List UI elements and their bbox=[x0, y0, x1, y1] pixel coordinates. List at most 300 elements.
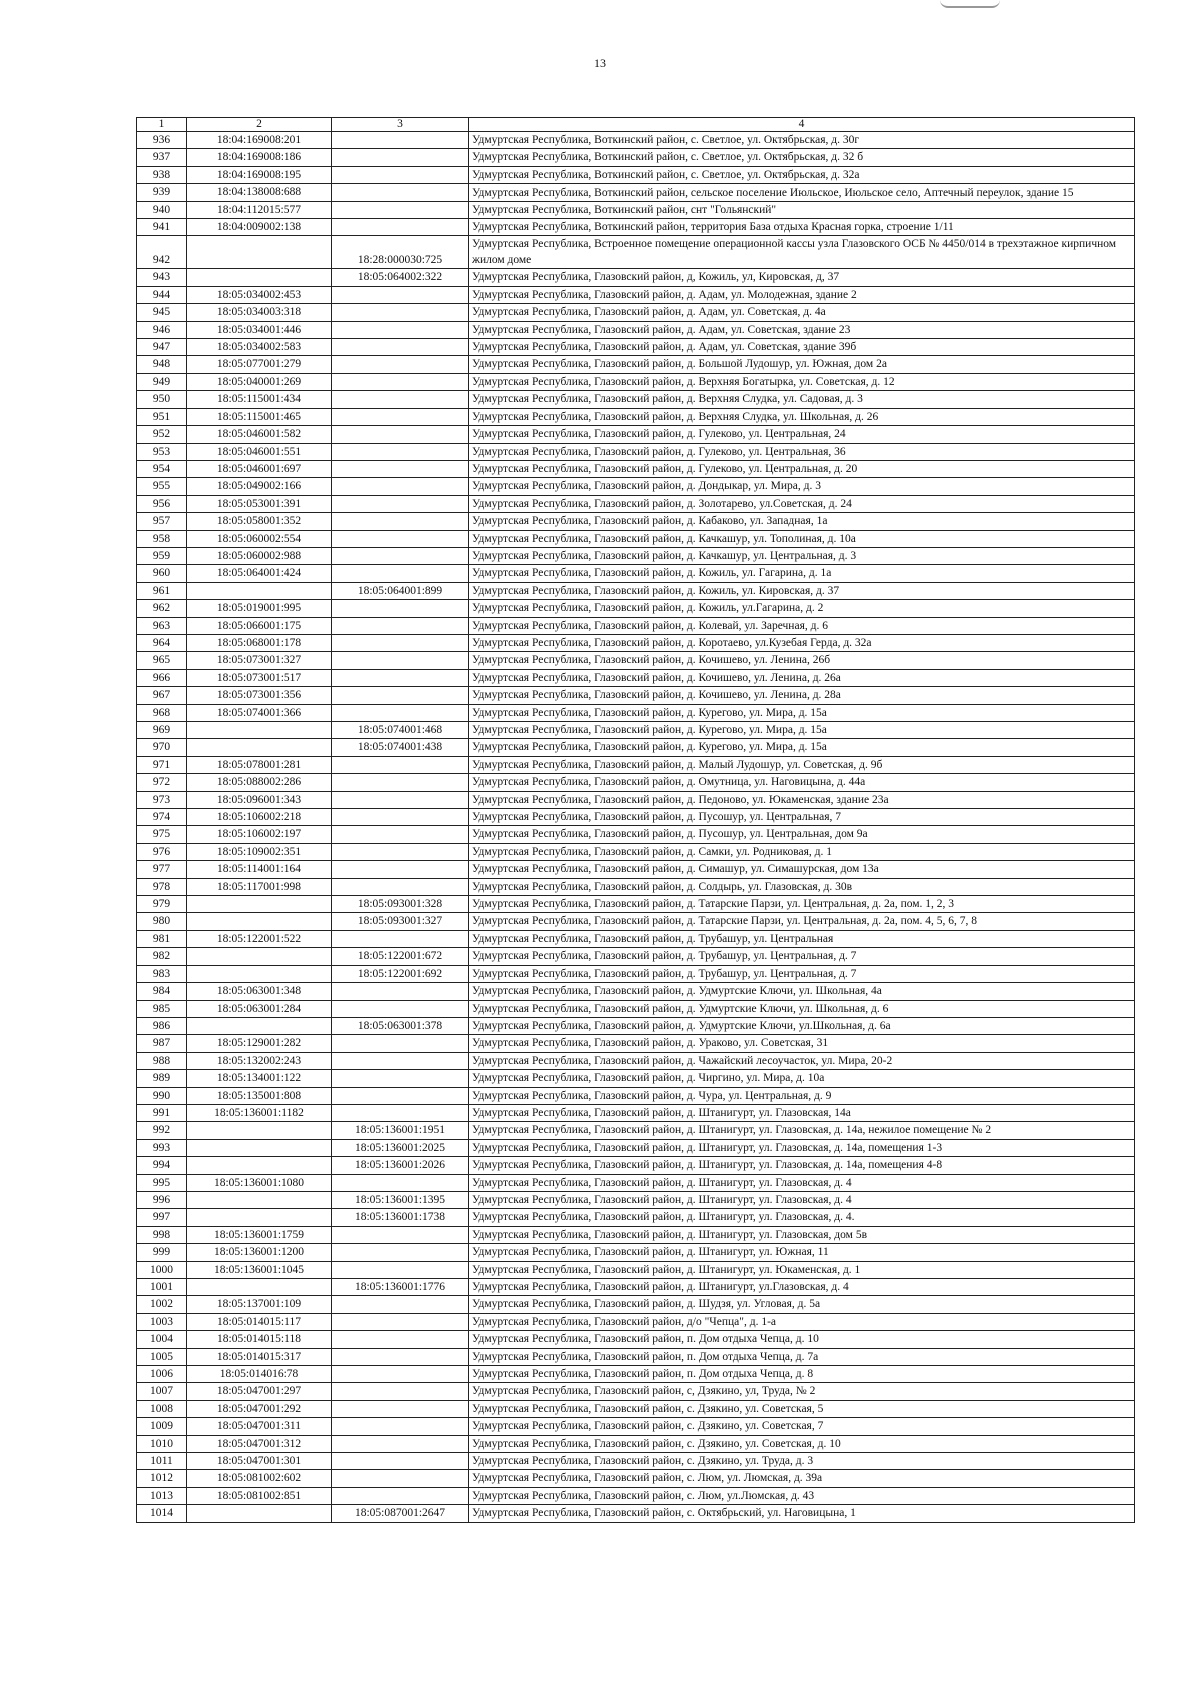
table-row bbox=[137, 513, 1135, 530]
parent-cadastral-number-cell bbox=[332, 1331, 469, 1348]
parent-cadastral-number-cell bbox=[332, 1366, 469, 1383]
cadastral-number-cell bbox=[187, 1505, 332, 1522]
row-number-cell: 986 bbox=[137, 1017, 187, 1034]
address-cell: Удмуртская Республика, Глазовский район, д. Пусошур, ул. Центральная, 7 bbox=[469, 809, 1135, 826]
parent-cadastral-number-cell: 18:05:136001:1951 bbox=[332, 1122, 469, 1139]
table-row bbox=[137, 304, 1135, 321]
table-row bbox=[137, 1017, 1135, 1034]
cadastral-number-cell: 18:05:096001:343 bbox=[187, 791, 332, 808]
address-cell: Удмуртская Республика, Глазовский район, д. Шудзя, ул. Угловая, д. 5а bbox=[469, 1296, 1135, 1313]
table-row bbox=[137, 373, 1135, 390]
row-number-cell: 987 bbox=[137, 1035, 187, 1052]
row-number-cell: 938 bbox=[137, 166, 187, 183]
parent-cadastral-number-cell: 18:05:064001:899 bbox=[332, 582, 469, 599]
row-number-cell: 996 bbox=[137, 1191, 187, 1208]
row-number-cell: 952 bbox=[137, 426, 187, 443]
address-cell: Удмуртская Республика, Глазовский район, д. Кабаково, ул. Западная, 1а bbox=[469, 513, 1135, 530]
parent-cadastral-number-cell bbox=[332, 408, 469, 425]
row-number-cell: 1004 bbox=[137, 1331, 187, 1348]
address-cell: Удмуртская Республика, Глазовский район, д. Удмуртские Ключи, ул.Школьная, д. 6а bbox=[469, 1017, 1135, 1034]
table-row bbox=[137, 1209, 1135, 1226]
parent-cadastral-number-cell bbox=[332, 513, 469, 530]
table-row bbox=[137, 687, 1135, 704]
parent-cadastral-number-cell bbox=[332, 1261, 469, 1278]
address-cell: Удмуртская Республика, Глазовский район, с. Дзякино, ул. Советская, 7 bbox=[469, 1418, 1135, 1435]
row-number-cell: 958 bbox=[137, 530, 187, 547]
cadastral-number-cell bbox=[187, 236, 332, 269]
table-row bbox=[137, 1453, 1135, 1470]
parent-cadastral-number-cell bbox=[332, 356, 469, 373]
table-row bbox=[137, 478, 1135, 495]
row-number-cell: 966 bbox=[137, 669, 187, 686]
parent-cadastral-number-cell bbox=[332, 1035, 469, 1052]
row-number-cell: 1014 bbox=[137, 1505, 187, 1522]
table-row bbox=[137, 774, 1135, 791]
row-number-cell: 1009 bbox=[137, 1418, 187, 1435]
table-row bbox=[137, 669, 1135, 686]
cadastral-number-cell bbox=[187, 722, 332, 739]
row-number-cell: 1013 bbox=[137, 1487, 187, 1504]
table-row bbox=[137, 495, 1135, 512]
cadastral-number-cell bbox=[187, 739, 332, 756]
header-cell: 4 bbox=[469, 118, 1135, 132]
cadastral-number-cell bbox=[187, 1191, 332, 1208]
cadastral-number-cell: 18:05:046001:551 bbox=[187, 443, 332, 460]
cadastral-number-cell: 18:05:073001:517 bbox=[187, 669, 332, 686]
address-cell: Удмуртская Республика, Глазовский район, д. Кожиль, ул. Гагарина, д. 1а bbox=[469, 565, 1135, 582]
parent-cadastral-number-cell bbox=[332, 600, 469, 617]
parent-cadastral-number-cell bbox=[332, 843, 469, 860]
table-row bbox=[137, 1435, 1135, 1452]
table-row bbox=[137, 634, 1135, 651]
address-cell: Удмуртская Республика, Глазовский район, д/о "Чепца", д. 1-а bbox=[469, 1313, 1135, 1330]
parent-cadastral-number-cell bbox=[332, 704, 469, 721]
table-row bbox=[137, 1035, 1135, 1052]
row-number-cell: 990 bbox=[137, 1087, 187, 1104]
address-cell: Удмуртская Республика, Глазовский район, с. Октябрьский, ул. Наговицына, 1 bbox=[469, 1505, 1135, 1522]
table-row bbox=[137, 739, 1135, 756]
address-cell: Удмуртская Республика, Глазовский район, д. Кочишево, ул. Ленина, д. 28а bbox=[469, 687, 1135, 704]
cadastral-number-cell: 18:05:064001:424 bbox=[187, 565, 332, 582]
table-row bbox=[137, 1157, 1135, 1174]
address-cell: Удмуртская Республика, Глазовский район, д. Адам, ул. Советская, здание 39б bbox=[469, 339, 1135, 356]
row-number-cell: 976 bbox=[137, 843, 187, 860]
table-row bbox=[137, 1122, 1135, 1139]
cadastral-number-cell: 18:05:135001:808 bbox=[187, 1087, 332, 1104]
parent-cadastral-number-cell: 18:05:136001:1738 bbox=[332, 1209, 469, 1226]
table-row bbox=[137, 1470, 1135, 1487]
table-row bbox=[137, 1226, 1135, 1243]
row-number-cell: 977 bbox=[137, 861, 187, 878]
row-number-cell: 971 bbox=[137, 756, 187, 773]
table-row bbox=[137, 286, 1135, 303]
cadastral-number-cell bbox=[187, 913, 332, 930]
address-cell: Удмуртская Республика, Глазовский район, п. Дом отдыха Чепца, д. 7а bbox=[469, 1348, 1135, 1365]
parent-cadastral-number-cell bbox=[332, 1418, 469, 1435]
cadastral-number-cell: 18:05:034003:318 bbox=[187, 304, 332, 321]
parent-cadastral-number-cell: 18:05:064002:322 bbox=[332, 269, 469, 286]
table-row bbox=[137, 1400, 1135, 1417]
table-row bbox=[137, 1104, 1135, 1121]
row-number-cell: 960 bbox=[137, 565, 187, 582]
table-row bbox=[137, 965, 1135, 982]
parent-cadastral-number-cell bbox=[332, 1348, 469, 1365]
parent-cadastral-number-cell bbox=[332, 219, 469, 236]
address-cell: Удмуртская Республика, Глазовский район, с. Люм, ул.Люмская, д. 43 bbox=[469, 1487, 1135, 1504]
cadastral-number-cell: 18:05:068001:178 bbox=[187, 634, 332, 651]
parent-cadastral-number-cell bbox=[332, 321, 469, 338]
address-cell: Удмуртская Республика, Глазовский район, д. Кочишево, ул. Ленина, 26б bbox=[469, 652, 1135, 669]
cadastral-number-cell: 18:04:112015:577 bbox=[187, 201, 332, 218]
parent-cadastral-number-cell bbox=[332, 1313, 469, 1330]
table-row bbox=[137, 843, 1135, 860]
row-number-cell: 970 bbox=[137, 739, 187, 756]
address-cell: Удмуртская Республика, Глазовский район, д. Гулеково, ул. Центральная, 24 bbox=[469, 426, 1135, 443]
address-cell: Удмуртская Республика, Глазовский район, д. Солдырь, ул. Глазовская, д. 30в bbox=[469, 878, 1135, 895]
parent-cadastral-number-cell: 18:05:093001:327 bbox=[332, 913, 469, 930]
table-row bbox=[137, 861, 1135, 878]
parent-cadastral-number-cell bbox=[332, 861, 469, 878]
address-cell: Удмуртская Республика, Глазовский район, п. Дом отдыха Чепца, д. 8 bbox=[469, 1366, 1135, 1383]
cadastral-number-cell bbox=[187, 965, 332, 982]
row-number-cell: 944 bbox=[137, 286, 187, 303]
table-row bbox=[137, 809, 1135, 826]
address-cell: Удмуртская Республика, Глазовский район, д. Штанигурт, ул. Глазовская, д. 14а, помещения 4-8 bbox=[469, 1157, 1135, 1174]
table-row bbox=[137, 1296, 1135, 1313]
row-number-cell: 983 bbox=[137, 965, 187, 982]
parent-cadastral-number-cell: 18:05:136001:1395 bbox=[332, 1191, 469, 1208]
cadastral-number-cell: 18:05:047001:311 bbox=[187, 1418, 332, 1435]
parent-cadastral-number-cell bbox=[332, 304, 469, 321]
table-row bbox=[137, 132, 1135, 149]
parent-cadastral-number-cell bbox=[332, 132, 469, 149]
table-row bbox=[137, 930, 1135, 947]
address-cell: Удмуртская Республика, Глазовский район, д. Трубашур, ул. Центральная, д. 7 bbox=[469, 965, 1135, 982]
cadastral-number-cell: 18:05:106002:218 bbox=[187, 809, 332, 826]
parent-cadastral-number-cell: 18:05:087001:2647 bbox=[332, 1505, 469, 1522]
address-cell: Удмуртская Республика, Глазовский район, д. Курегово, ул. Мира, д. 15а bbox=[469, 704, 1135, 721]
cadastral-number-cell: 18:05:053001:391 bbox=[187, 495, 332, 512]
parent-cadastral-number-cell bbox=[332, 530, 469, 547]
address-cell: Удмуртская Республика, Глазовский район, д. Штанигурт, ул.Глазовская, д. 4 bbox=[469, 1279, 1135, 1296]
cadastral-number-cell: 18:04:169008:186 bbox=[187, 149, 332, 166]
cadastral-number-cell: 18:05:063001:348 bbox=[187, 983, 332, 1000]
cadastral-number-cell: 18:05:134001:122 bbox=[187, 1070, 332, 1087]
address-cell: Удмуртская Республика, Глазовский район, д. Адам, ул. Советская, д. 4а bbox=[469, 304, 1135, 321]
parent-cadastral-number-cell bbox=[332, 1087, 469, 1104]
row-number-cell: 953 bbox=[137, 443, 187, 460]
row-number-cell: 962 bbox=[137, 600, 187, 617]
table-row bbox=[137, 443, 1135, 460]
table-row bbox=[137, 339, 1135, 356]
address-cell: Удмуртская Республика, Глазовский район, д. Кочишево, ул. Ленина, д. 26а bbox=[469, 669, 1135, 686]
table-row bbox=[137, 983, 1135, 1000]
address-cell: Удмуртская Республика, Глазовский район, д. Штанигурт, ул. Глазовская, 14а bbox=[469, 1104, 1135, 1121]
row-number-cell: 973 bbox=[137, 791, 187, 808]
address-cell: Удмуртская Республика, Глазовский район, д. Кожиль, ул.Гагарина, д. 2 bbox=[469, 600, 1135, 617]
address-cell: Удмуртская Республика, Глазовский район, д. Омутница, ул. Наговицына, д. 44а bbox=[469, 774, 1135, 791]
row-number-cell: 1011 bbox=[137, 1453, 187, 1470]
table-row bbox=[137, 756, 1135, 773]
address-cell: Удмуртская Республика, Воткинский район, с. Светлое, ул. Октябрьская, д. 32а bbox=[469, 166, 1135, 183]
cadastral-number-cell: 18:05:040001:269 bbox=[187, 373, 332, 390]
row-number-cell: 1006 bbox=[137, 1366, 187, 1383]
parent-cadastral-number-cell bbox=[332, 1070, 469, 1087]
address-cell: Удмуртская Республика, Глазовский район, д. Татарские Парзи, ул. Центральная, д. 2а, пом. 1, 2, 3 bbox=[469, 896, 1135, 913]
address-cell: Удмуртская Республика, Глазовский район, д. Штанигурт, ул. Глазовская, д. 14а, нежилое помещение № 2 bbox=[469, 1122, 1135, 1139]
parent-cadastral-number-cell bbox=[332, 184, 469, 201]
row-number-cell: 1001 bbox=[137, 1279, 187, 1296]
table-row bbox=[137, 166, 1135, 183]
table-row bbox=[137, 1366, 1135, 1383]
table-row bbox=[137, 791, 1135, 808]
address-cell: Удмуртская Республика, Глазовский район, д. Пусошур, ул. Центральная, дом 9а bbox=[469, 826, 1135, 843]
parent-cadastral-number-cell bbox=[332, 565, 469, 582]
parent-cadastral-number-cell bbox=[332, 339, 469, 356]
cadastral-number-cell: 18:05:136001:1080 bbox=[187, 1174, 332, 1191]
parent-cadastral-number-cell bbox=[332, 286, 469, 303]
row-number-cell: 980 bbox=[137, 913, 187, 930]
address-cell: Удмуртская Республика, Глазовский район, д. Большой Лудошур, ул. Южная, дом 2а bbox=[469, 356, 1135, 373]
table-row bbox=[137, 1348, 1135, 1365]
parent-cadastral-number-cell bbox=[332, 547, 469, 564]
table-row bbox=[137, 408, 1135, 425]
table-row bbox=[137, 652, 1135, 669]
row-number-cell: 992 bbox=[137, 1122, 187, 1139]
parent-cadastral-number-cell bbox=[332, 983, 469, 1000]
header-cell: 3 bbox=[332, 118, 469, 132]
row-number-cell: 974 bbox=[137, 809, 187, 826]
cadastral-number-cell: 18:05:034001:446 bbox=[187, 321, 332, 338]
address-cell: Удмуртская Республика, Глазовский район, д. Адам, ул. Молодежная, здание 2 bbox=[469, 286, 1135, 303]
table-row bbox=[137, 201, 1135, 218]
cadastral-number-cell: 18:05:136001:1182 bbox=[187, 1104, 332, 1121]
address-cell: Удмуртская Республика, Глазовский район, д. Дондыкар, ул. Мира, д. 3 bbox=[469, 478, 1135, 495]
address-cell: Удмуртская Республика, Глазовский район, д. Штанигурт, ул. Глазовская, д. 4. bbox=[469, 1209, 1135, 1226]
table-body bbox=[137, 132, 1135, 1523]
cadastral-number-cell: 18:05:063001:284 bbox=[187, 1000, 332, 1017]
table-row bbox=[137, 460, 1135, 477]
address-cell: Удмуртская Республика, Глазовский район, д. Штанигурт, ул. Южная, 11 bbox=[469, 1244, 1135, 1261]
parent-cadastral-number-cell bbox=[332, 495, 469, 512]
table-row bbox=[137, 1279, 1135, 1296]
row-number-cell: 936 bbox=[137, 132, 187, 149]
table-row bbox=[137, 426, 1135, 443]
cadastral-number-cell bbox=[187, 896, 332, 913]
row-number-cell: 988 bbox=[137, 1052, 187, 1069]
row-number-cell: 961 bbox=[137, 582, 187, 599]
table-row bbox=[137, 1418, 1135, 1435]
page-number: 13 bbox=[594, 56, 606, 70]
address-cell: Удмуртская Республика, Воткинский район, сельское поселение Июльское, Июльское село, Аптечный переулок, здание 15 bbox=[469, 184, 1135, 201]
table-row bbox=[137, 356, 1135, 373]
parent-cadastral-number-cell bbox=[332, 478, 469, 495]
address-cell: Удмуртская Республика, Глазовский район, д. Верхняя Слудка, ул. Школьная, д. 26 bbox=[469, 408, 1135, 425]
address-cell: Удмуртская Республика, Глазовский район, п. Дом отдыха Чепца, д. 10 bbox=[469, 1331, 1135, 1348]
cadastral-number-cell: 18:04:169008:195 bbox=[187, 166, 332, 183]
table-row bbox=[137, 704, 1135, 721]
row-number-cell: 1003 bbox=[137, 1313, 187, 1330]
header-cell: 2 bbox=[187, 118, 332, 132]
table-row bbox=[137, 184, 1135, 201]
address-cell: Удмуртская Республика, Глазовский район, д. Курегово, ул. Мира, д. 15а bbox=[469, 739, 1135, 756]
cadastral-number-cell: 18:05:034002:583 bbox=[187, 339, 332, 356]
table-row bbox=[137, 600, 1135, 617]
row-number-cell: 967 bbox=[137, 687, 187, 704]
parent-cadastral-number-cell: 18:05:122001:692 bbox=[332, 965, 469, 982]
address-cell: Удмуртская Республика, Глазовский район, д. Самки, ул. Родниковая, д. 1 bbox=[469, 843, 1135, 860]
parent-cadastral-number-cell bbox=[332, 1453, 469, 1470]
parent-cadastral-number-cell bbox=[332, 809, 469, 826]
table-row bbox=[137, 617, 1135, 634]
cadastral-number-cell: 18:05:058001:352 bbox=[187, 513, 332, 530]
row-number-cell: 940 bbox=[137, 201, 187, 218]
cadastral-number-cell: 18:05:129001:282 bbox=[187, 1035, 332, 1052]
parent-cadastral-number-cell: 18:05:136001:2025 bbox=[332, 1139, 469, 1156]
row-number-cell: 999 bbox=[137, 1244, 187, 1261]
cadastral-number-cell: 18:05:074001:366 bbox=[187, 704, 332, 721]
row-number-cell: 1005 bbox=[137, 1348, 187, 1365]
parent-cadastral-number-cell bbox=[332, 652, 469, 669]
row-number-cell: 955 bbox=[137, 478, 187, 495]
parent-cadastral-number-cell bbox=[332, 826, 469, 843]
address-cell: Удмуртская Республика, Глазовский район, д. Чиргино, ул. Мира, д. 10а bbox=[469, 1070, 1135, 1087]
parent-cadastral-number-cell bbox=[332, 1104, 469, 1121]
cadastral-number-cell: 18:05:081002:851 bbox=[187, 1487, 332, 1504]
address-cell: Удмуртская Республика, Воткинский район, с. Светлое, ул. Октябрьская, д. 30г bbox=[469, 132, 1135, 149]
parent-cadastral-number-cell bbox=[332, 460, 469, 477]
address-cell: Удмуртская Республика, Глазовский район, д. Коротаево, ул.Кузебая Герда, д. 32а bbox=[469, 634, 1135, 651]
address-cell: Удмуртская Республика, Глазовский район, с. Дзякино, ул. Советская, 5 bbox=[469, 1400, 1135, 1417]
table-row bbox=[137, 1174, 1135, 1191]
row-number-cell: 964 bbox=[137, 634, 187, 651]
cadastral-number-cell: 18:05:047001:292 bbox=[187, 1400, 332, 1417]
table-row bbox=[137, 1505, 1135, 1522]
parent-cadastral-number-cell bbox=[332, 617, 469, 634]
address-cell: Удмуртская Республика, Глазовский район, д, Кожиль, ул, Кировская, д, 37 bbox=[469, 269, 1135, 286]
table-row bbox=[137, 236, 1135, 269]
cadastral-number-cell: 18:05:046001:697 bbox=[187, 460, 332, 477]
address-cell: Удмуртская Республика, Глазовский район, д. Курегово, ул. Мира, д. 15а bbox=[469, 722, 1135, 739]
parent-cadastral-number-cell bbox=[332, 1400, 469, 1417]
row-number-cell: 972 bbox=[137, 774, 187, 791]
address-cell: Удмуртская Республика, Глазовский район, д. Золотарево, ул.Советская, д. 24 bbox=[469, 495, 1135, 512]
cadastral-number-cell: 18:05:077001:279 bbox=[187, 356, 332, 373]
cadastral-number-cell: 18:05:115001:465 bbox=[187, 408, 332, 425]
row-number-cell: 965 bbox=[137, 652, 187, 669]
cadastral-number-cell: 18:05:066001:175 bbox=[187, 617, 332, 634]
cadastral-number-cell: 18:05:073001:327 bbox=[187, 652, 332, 669]
registry-table bbox=[136, 117, 1135, 1523]
address-cell: Удмуртская Республика, Глазовский район, д. Качкашур, ул. Центральная, д. 3 bbox=[469, 547, 1135, 564]
parent-cadastral-number-cell bbox=[332, 1174, 469, 1191]
row-number-cell: 946 bbox=[137, 321, 187, 338]
address-cell: Удмуртская Республика, Глазовский район, д. Удмуртские Ключи, ул. Школьная, д. 6 bbox=[469, 1000, 1135, 1017]
parent-cadastral-number-cell bbox=[332, 634, 469, 651]
table-row bbox=[137, 391, 1135, 408]
cadastral-number-cell bbox=[187, 1157, 332, 1174]
parent-cadastral-number-cell bbox=[332, 687, 469, 704]
address-cell: Удмуртская Республика, Глазовский район, д. Штанигурт, ул. Юкаменская, д. 1 bbox=[469, 1261, 1135, 1278]
cadastral-number-cell bbox=[187, 582, 332, 599]
cadastral-number-cell: 18:04:009002:138 bbox=[187, 219, 332, 236]
row-number-cell: 993 bbox=[137, 1139, 187, 1156]
address-cell: Удмуртская Республика, Глазовский район, д. Гулеково, ул. Центральная, д. 20 bbox=[469, 460, 1135, 477]
table-row bbox=[137, 1331, 1135, 1348]
address-cell: Удмуртская Республика, Глазовский район, д. Штанигурт, ул. Глазовская, д. 4 bbox=[469, 1191, 1135, 1208]
cadastral-number-cell: 18:05:014015:117 bbox=[187, 1313, 332, 1330]
row-number-cell: 968 bbox=[137, 704, 187, 721]
parent-cadastral-number-cell bbox=[332, 391, 469, 408]
parent-cadastral-number-cell: 18:05:122001:672 bbox=[332, 948, 469, 965]
address-cell: Удмуртская Республика, Глазовский район, д. Педоново, ул. Юкаменская, здание 23а bbox=[469, 791, 1135, 808]
row-number-cell: 947 bbox=[137, 339, 187, 356]
row-number-cell: 1012 bbox=[137, 1470, 187, 1487]
parent-cadastral-number-cell: 18:05:074001:468 bbox=[332, 722, 469, 739]
row-number-cell: 1007 bbox=[137, 1383, 187, 1400]
cadastral-number-cell: 18:05:047001:301 bbox=[187, 1453, 332, 1470]
cadastral-number-cell: 18:05:078001:281 bbox=[187, 756, 332, 773]
row-number-cell: 982 bbox=[137, 948, 187, 965]
table-row bbox=[137, 1000, 1135, 1017]
cadastral-number-cell bbox=[187, 1122, 332, 1139]
table-row bbox=[137, 1191, 1135, 1208]
parent-cadastral-number-cell bbox=[332, 373, 469, 390]
parent-cadastral-number-cell bbox=[332, 166, 469, 183]
address-cell: Удмуртская Республика, Глазовский район, д. Кожиль, ул. Кировская, д. 37 bbox=[469, 582, 1135, 599]
table-row bbox=[137, 1244, 1135, 1261]
address-cell: Удмуртская Республика, Глазовский район, д. Гулеково, ул. Центральная, 36 bbox=[469, 443, 1135, 460]
parent-cadastral-number-cell: 18:05:136001:2026 bbox=[332, 1157, 469, 1174]
cadastral-number-cell bbox=[187, 1279, 332, 1296]
row-number-cell: 995 bbox=[137, 1174, 187, 1191]
table-row bbox=[137, 826, 1135, 843]
address-cell: Удмуртская Республика, Глазовский район, д. Чура, ул. Центральная, д. 9 bbox=[469, 1087, 1135, 1104]
cadastral-number-cell: 18:05:019001:995 bbox=[187, 600, 332, 617]
row-number-cell: 950 bbox=[137, 391, 187, 408]
cadastral-number-cell: 18:05:047001:312 bbox=[187, 1435, 332, 1452]
cadastral-number-cell: 18:05:114001:164 bbox=[187, 861, 332, 878]
row-number-cell: 945 bbox=[137, 304, 187, 321]
cadastral-number-cell: 18:05:049002:166 bbox=[187, 478, 332, 495]
address-cell: Удмуртская Республика, Глазовский район, д. Малый Лудошур, ул. Советская, д. 9б bbox=[469, 756, 1135, 773]
row-number-cell: 941 bbox=[137, 219, 187, 236]
cadastral-number-cell: 18:05:115001:434 bbox=[187, 391, 332, 408]
cadastral-number-cell: 18:05:136001:1759 bbox=[187, 1226, 332, 1243]
parent-cadastral-number-cell: 18:28:000030:725 bbox=[332, 236, 469, 269]
row-number-cell: 959 bbox=[137, 547, 187, 564]
address-cell: Удмуртская Республика, Глазовский район, д. Чажайский лесоучасток, ул. Мира, 20-2 bbox=[469, 1052, 1135, 1069]
cadastral-number-cell: 18:05:081002:602 bbox=[187, 1470, 332, 1487]
table-row bbox=[137, 1487, 1135, 1504]
parent-cadastral-number-cell bbox=[332, 1244, 469, 1261]
address-cell: Удмуртская Республика, Глазовский район, с. Люм, ул. Люмская, д. 39а bbox=[469, 1470, 1135, 1487]
table-row bbox=[137, 1383, 1135, 1400]
parent-cadastral-number-cell bbox=[332, 791, 469, 808]
cadastral-number-cell bbox=[187, 1017, 332, 1034]
cadastral-number-cell: 18:05:046001:582 bbox=[187, 426, 332, 443]
row-number-cell: 997 bbox=[137, 1209, 187, 1226]
address-cell: Удмуртская Республика, Глазовский район, д. Колевай, ул. Заречная, д. 6 bbox=[469, 617, 1135, 634]
address-cell: Удмуртская Республика, Глазовский район, д. Татарские Парзи, ул. Центральная, д. 2а, пом. 4, 5, 6, 7, 8 bbox=[469, 913, 1135, 930]
table-row bbox=[137, 913, 1135, 930]
row-number-cell: 957 bbox=[137, 513, 187, 530]
parent-cadastral-number-cell bbox=[332, 1226, 469, 1243]
cadastral-number-cell bbox=[187, 948, 332, 965]
row-number-cell: 991 bbox=[137, 1104, 187, 1121]
cadastral-number-cell: 18:05:136001:1200 bbox=[187, 1244, 332, 1261]
table-row bbox=[137, 948, 1135, 965]
